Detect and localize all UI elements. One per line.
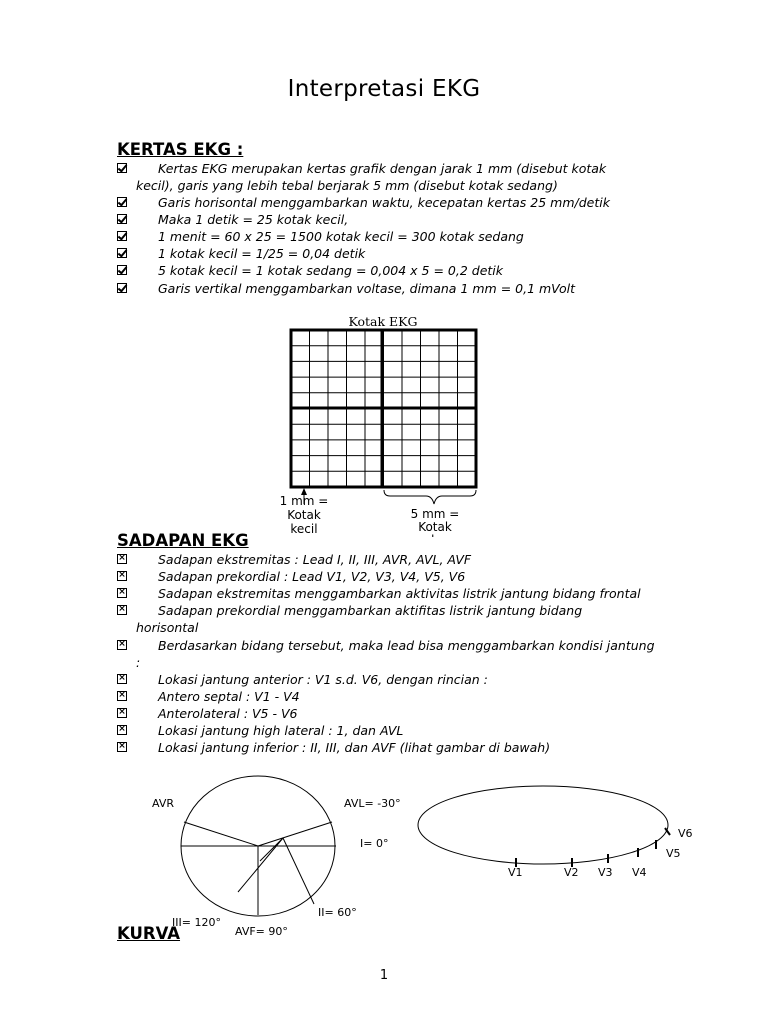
small-box-label-line1: 1 mm = xyxy=(279,494,329,508)
checkbox-checked-icon xyxy=(117,197,127,207)
list-item: × Lokasi jantung inferior : II, III, dan AVF (lihat gambar di bawah) xyxy=(118,740,551,755)
horizontal-ellipse xyxy=(418,786,668,864)
checkbox-crossed-icon: × xyxy=(118,570,126,580)
page-title: Interpretasi EKG xyxy=(287,76,481,102)
lead-II-label: II= 60° xyxy=(318,906,357,919)
checkbox-crossed-icon: × xyxy=(118,639,126,649)
v4-label: V4 xyxy=(632,866,647,879)
checkbox-crossed-icon: × xyxy=(118,707,126,717)
list-item: 5 kotak kecil = 1 kotak sedang = 0,004 x 5 = 0,2 detik xyxy=(117,262,662,279)
ekg-grid-figure xyxy=(260,308,510,540)
v5-label: V5 xyxy=(666,847,681,860)
avr-line xyxy=(184,822,258,846)
big-box-brace xyxy=(384,490,476,504)
checkbox-crossed-icon: × xyxy=(118,741,126,751)
v2-label: V2 xyxy=(564,866,579,879)
section-heading-kurva: KURVA xyxy=(117,924,181,943)
checkbox-crossed-icon: × xyxy=(118,673,126,683)
list-item: × Sadapan prekordial menggambarkan aktifitas listrik jantung bidang horisontal xyxy=(118,603,583,635)
list-item: × Antero septal : V1 - V4 xyxy=(118,689,300,704)
checkbox-checked-icon xyxy=(117,283,127,293)
grid-figure-title: Kotak EKG xyxy=(348,314,418,329)
lead-III-label: III= 120° xyxy=(172,916,221,929)
checkbox-checked-icon xyxy=(117,265,127,275)
checkbox-checked-icon xyxy=(117,214,127,224)
kurva-heading-clip xyxy=(117,924,181,946)
list-item: × Lokasi jantung anterior : V1 s.d. V6, dengan rincian : xyxy=(118,672,488,687)
checkbox-crossed-icon: × xyxy=(118,724,126,734)
small-box-label-line3: kecil xyxy=(290,522,318,536)
lead-I-label: I= 0° xyxy=(360,837,389,850)
checkbox-checked-icon xyxy=(117,231,127,241)
big-box-label-line2: Kotak xyxy=(418,520,452,534)
horizontal-plane-figure xyxy=(410,780,710,890)
avf-label: AVF= 90° xyxy=(235,925,288,938)
lead-II-line xyxy=(283,838,314,904)
section-heading-kertas: KERTAS EKG : xyxy=(117,140,244,159)
figure-crop-mask xyxy=(260,537,510,547)
frontal-plane-figure xyxy=(140,770,420,945)
list-item: × Anterolateral : V5 - V6 xyxy=(118,706,298,721)
list-item: × Berdasarkan bidang tersebut, maka lead bisa menggambarkan kondisi jantung : xyxy=(118,638,655,670)
list-item: Maka 1 detik = 25 kotak kecil, xyxy=(117,211,662,228)
list-item: × Sadapan ekstremitas : Lead I, II, III, AVR, AVL, AVF xyxy=(118,552,472,567)
list-item: 1 menit = 60 x 25 = 1500 kotak kecil = 300 kotak sedang xyxy=(117,228,662,245)
checkbox-crossed-icon: × xyxy=(118,690,126,700)
avl-line xyxy=(258,822,332,846)
list-item: Garis horisontal menggambarkan waktu, kecepatan kertas 25 mm/detik xyxy=(117,194,662,211)
v6-label: V6 xyxy=(678,827,693,840)
big-box-label-line1: 5 mm = xyxy=(410,507,460,521)
list-item: × Sadapan prekordial : Lead V1, V2, V3, V4, V5, V6 xyxy=(118,569,466,584)
v1-label: V1 xyxy=(508,866,523,879)
list-item: Kertas EKG merupakan kertas grafik dengan jarak 1 mm (disebut kotak kecil), garis yang lebih tebal berjarak 5 mm (disebut kotak sedang) xyxy=(117,160,662,194)
checkbox-crossed-icon: × xyxy=(118,553,126,563)
checkbox-checked-icon xyxy=(117,248,127,258)
checkbox-crossed-icon: × xyxy=(118,587,126,597)
list-item: Garis vertikal menggambarkan voltase, dimana 1 mm = 0,1 mVolt xyxy=(117,280,662,297)
list-item: × Lokasi jantung high lateral : 1, dan AVL xyxy=(118,723,404,738)
avr-label: AVR xyxy=(152,797,174,810)
checkbox-checked-icon xyxy=(117,163,127,173)
list-item: 1 kotak kecil = 1/25 = 0,04 detik xyxy=(117,245,662,262)
checkbox-crossed-icon: × xyxy=(118,604,126,614)
section-heading-sadapan: SADAPAN EKG xyxy=(117,531,249,550)
page-number: 1 xyxy=(379,968,389,983)
avl-label: AVL= -30° xyxy=(344,797,401,810)
small-box-label-line2: Kotak xyxy=(287,508,321,522)
list-item: × Sadapan ekstremitas menggambarkan aktivitas listrik jantung bidang frontal xyxy=(118,586,641,601)
v3-label: V3 xyxy=(598,866,613,879)
